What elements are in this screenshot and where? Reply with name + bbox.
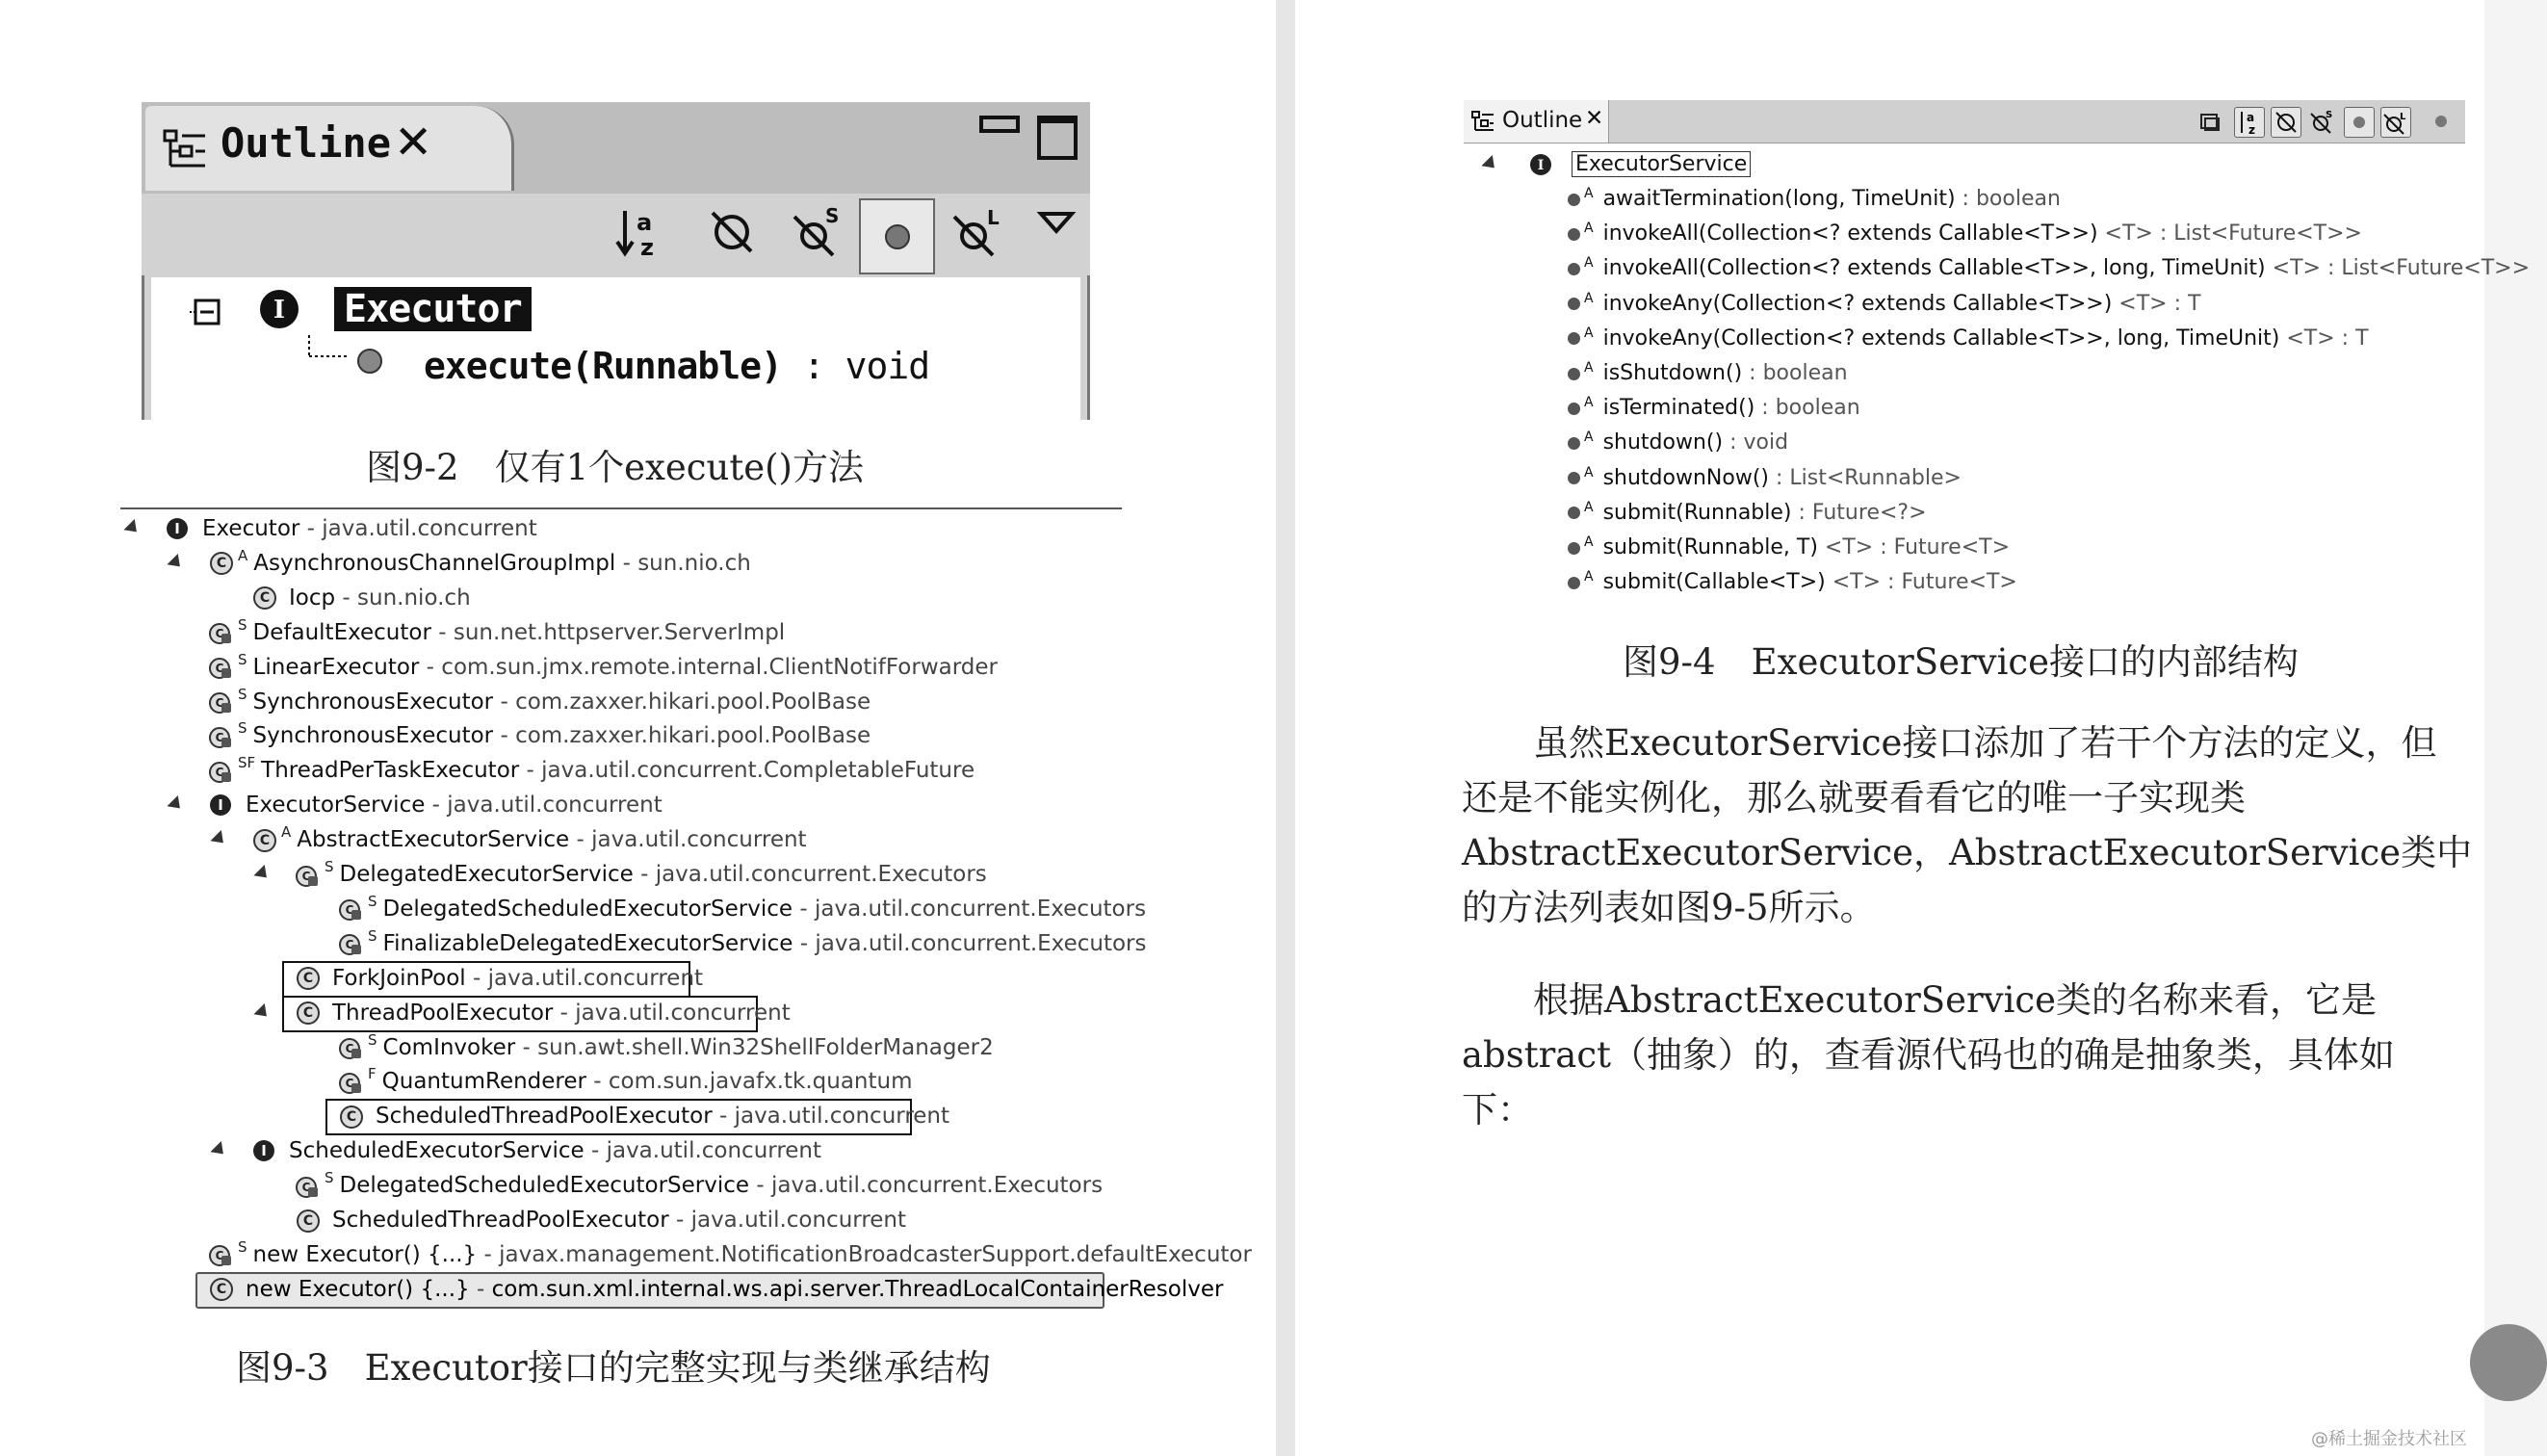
name-separator: -	[793, 930, 816, 956]
type-name: ScheduledExecutorService	[289, 1138, 585, 1164]
hierarchy-row[interactable]	[250, 1133, 821, 1168]
figure-9-3-type-hierarchy	[120, 507, 1252, 1314]
text-line: 的方法列表如图9-5所示。	[1462, 887, 1876, 928]
package-name: java.util.concurrent.CompletableFuture	[541, 758, 975, 784]
figure-9-4-outline-view	[1464, 100, 2531, 601]
package-name: com.sun.javafx.tk.quantum	[608, 1069, 913, 1095]
name-separator: -	[633, 862, 656, 887]
method-row[interactable]	[1568, 182, 2061, 217]
package-name: java.util.concurrent	[487, 965, 704, 991]
type-name: Executor	[202, 516, 300, 541]
interface-icon	[207, 792, 236, 820]
modifier-badge: S	[325, 858, 334, 875]
generic-params: <T>	[2279, 325, 2335, 351]
hierarchy-row[interactable]	[207, 1237, 1252, 1272]
hide-fields-icon[interactable]	[703, 203, 761, 261]
name-separator: -	[335, 585, 358, 611]
collapse-all-icon[interactable]	[2196, 107, 2224, 136]
outline-tab[interactable]	[1464, 100, 1609, 143]
type-name: DelegatedExecutorService	[339, 862, 634, 887]
expand-arrow-icon[interactable]	[123, 519, 142, 537]
method-return-type: : List<Future<T>>	[2152, 221, 2362, 247]
class-icon	[337, 1103, 366, 1131]
method-row[interactable]	[1568, 251, 2530, 286]
hierarchy-row[interactable]	[294, 1168, 1103, 1203]
class-icon	[207, 1275, 236, 1304]
figure-9-3-caption: 图9-3 Executor接口的完整实现与类继承结构	[236, 1347, 991, 1389]
expand-arrow-icon[interactable]	[1481, 155, 1499, 173]
method-signature: isTerminated()	[1602, 396, 1755, 421]
figure-9-4-caption: 图9-4 ExecutorService接口的内部结构	[1623, 641, 2300, 683]
package-name: sun.awt.shell.Win32ShellFolderManager2	[537, 1034, 994, 1060]
generic-params: <T>	[2265, 256, 2321, 281]
package-name: java.util.concurrent	[690, 1208, 907, 1233]
static-class-icon	[337, 1068, 366, 1097]
modifier-badge: S	[238, 719, 247, 738]
class-icon	[294, 1207, 323, 1235]
name-separator: -	[469, 1276, 492, 1302]
abstract-marker: A	[1584, 325, 1594, 341]
method-row[interactable]	[1568, 356, 1848, 391]
hierarchy-row[interactable]	[207, 546, 751, 581]
package-name: sun.nio.ch	[637, 550, 751, 576]
text-line: AbstractExecutorService，AbstractExecutorService类中	[1462, 832, 2473, 873]
static-class-icon	[294, 1172, 323, 1201]
method-return-type: : Future<?>	[1791, 500, 1927, 525]
method-return-type: : Future<T>	[1881, 570, 2017, 595]
package-name: java.util.concurrent	[606, 1138, 822, 1164]
figure-9-2-caption: 图9-2 仅有1个execute()方法	[366, 447, 864, 488]
name-separator: -	[430, 619, 454, 645]
package-name: javax.management.NotificationBroadcasterSupport.defaultExecutor	[499, 1241, 1252, 1267]
outline-tab[interactable]	[145, 106, 514, 191]
method-return-type: : Future<T>	[1873, 535, 2011, 559]
svg-text:S: S	[2326, 110, 2333, 120]
execute-method[interactable]	[424, 345, 929, 387]
generic-params: <T>	[1817, 535, 1874, 559]
method-return-type: : T	[2334, 325, 2369, 351]
package-name: sun.net.httpserver.ServerImpl	[453, 619, 786, 645]
public-method-icon	[1568, 472, 1580, 484]
hierarchy-row[interactable]	[294, 1203, 906, 1237]
name-separator: -	[615, 550, 638, 576]
abstract-class-icon	[207, 549, 236, 578]
static-class-icon	[207, 757, 236, 786]
type-name: ScheduledThreadPoolExecutor	[332, 1208, 669, 1233]
outline-tab-title: Outline	[221, 119, 392, 167]
type-name: Iocp	[289, 585, 336, 611]
figure-9-2-outline-view	[142, 102, 1090, 420]
type-name: FinalizableDelegatedExecutorService	[382, 930, 793, 956]
name-separator: -	[493, 723, 516, 749]
abstract-marker: A	[1584, 186, 1594, 201]
hierarchy-row[interactable]	[337, 1099, 949, 1133]
root-type-label: ExecutorService	[1572, 151, 1751, 177]
text-line: 虽然ExecutorService接口添加了若干个方法的定义，但	[1462, 722, 2437, 764]
method-signature: shutdown()	[1602, 430, 1724, 455]
method-signature: invokeAll(Collection<? extends Callable<T>>, long, TimeUnit)	[1602, 256, 2266, 281]
text-line: 还是不能实例化，那么就要看看它的唯一子实现类	[1462, 777, 2246, 819]
hierarchy-row[interactable]	[207, 753, 975, 788]
abstract-marker: A	[1584, 255, 1594, 272]
type-name: AsynchronousChannelGroupImpl	[253, 550, 616, 576]
hierarchy-row[interactable]	[207, 1272, 1223, 1307]
generic-params: <T>	[2112, 291, 2168, 316]
public-method-icon	[1568, 577, 1580, 589]
hierarchy-row[interactable]	[164, 511, 537, 546]
modifier-badge: SF	[238, 754, 256, 772]
hide-non-public-icon[interactable]	[2344, 107, 2375, 138]
method-signature: submit(Runnable)	[1602, 500, 1792, 525]
method-return-type: : List<Runnable>	[1769, 465, 1962, 490]
package-name: java.util.concurrent	[734, 1104, 950, 1130]
type-name: ScheduledThreadPoolExecutor	[376, 1104, 713, 1130]
abstract-class-icon	[250, 826, 279, 855]
public-method-icon	[1568, 368, 1580, 380]
package-name: com.sun.xml.internal.ws.api.server.ThreadLocalContainerResolver	[491, 1276, 1224, 1302]
generic-params: <T>	[1825, 570, 1882, 595]
paragraph-2	[1462, 973, 2395, 1137]
type-name: DefaultExecutor	[252, 619, 431, 645]
public-method-icon	[1568, 298, 1580, 310]
expand-arrow-icon[interactable]	[210, 830, 228, 848]
name-separator: -	[585, 1069, 609, 1095]
executor-service-node[interactable]	[1483, 147, 1751, 182]
static-class-icon	[337, 1033, 366, 1062]
method-signature: isShutdown()	[1602, 361, 1743, 385]
hide-local-types-icon[interactable]	[949, 203, 1006, 261]
maximize-icon[interactable]	[1037, 116, 1078, 160]
method-row[interactable]	[1568, 322, 2369, 356]
package-name: com.sun.jmx.remote.internal.ClientNotifForwarder	[441, 654, 998, 680]
name-separator: -	[477, 1241, 500, 1267]
modifier-badge: A	[281, 823, 292, 842]
name-separator: -	[569, 827, 592, 853]
hierarchy-row[interactable]	[250, 581, 471, 615]
modifier-badge: S	[368, 1030, 377, 1049]
name-separator: -	[749, 1173, 771, 1199]
method-signature: execute(Runnable)	[424, 345, 782, 387]
package-name: java.util.concurrent	[447, 793, 663, 819]
sort-az-icon[interactable]	[2234, 107, 2265, 138]
package-name: java.util.concurrent.Executors	[814, 896, 1147, 922]
method-row[interactable]	[1568, 426, 1788, 460]
expand-arrow-icon[interactable]	[253, 1003, 272, 1022]
package-name: sun.nio.ch	[357, 585, 471, 611]
modifier-badge: S	[238, 1237, 247, 1256]
class-icon	[294, 999, 323, 1027]
hierarchy-row[interactable]	[207, 788, 663, 822]
name-separator: -	[493, 689, 516, 715]
method-row[interactable]	[1568, 565, 2017, 600]
package-name: java.util.concurrent.Executors	[655, 862, 987, 887]
hierarchy-row[interactable]	[250, 822, 807, 857]
interface-icon	[250, 1137, 279, 1166]
static-class-icon	[207, 688, 236, 716]
interface-icon	[1528, 152, 1553, 177]
type-name: AbstractExecutorService	[297, 827, 570, 853]
abstract-marker: A	[1584, 464, 1594, 481]
method-signature: invokeAny(Collection<? extends Callable<T>>)	[1602, 291, 2113, 316]
name-separator: -	[584, 1138, 607, 1164]
hide-local-types-icon[interactable]	[2380, 107, 2411, 138]
type-name: LinearExecutor	[252, 654, 420, 680]
method-return-type: : void	[1723, 430, 1789, 455]
class-icon	[294, 964, 323, 993]
text-line: 根据AbstractExecutorService类的名称来看，它是	[1462, 979, 2378, 1021]
view-menu-icon[interactable]	[2427, 107, 2456, 136]
name-separator: -	[553, 1000, 576, 1026]
package-name: java.util.concurrent.Executors	[815, 930, 1147, 956]
name-separator: -	[712, 1104, 735, 1130]
package-name: com.zaxxer.hikari.pool.PoolBase	[515, 723, 871, 749]
expand-arrow-icon[interactable]	[210, 1141, 228, 1159]
svg-text:z: z	[640, 234, 654, 261]
hierarchy-row[interactable]	[207, 685, 871, 719]
name-separator: -	[425, 793, 448, 819]
public-method-icon	[353, 345, 386, 377]
static-class-icon	[337, 929, 366, 958]
method-return-type: : void	[781, 345, 930, 387]
type-name: ComInvoker	[382, 1034, 516, 1060]
method-row[interactable]	[1568, 496, 1927, 531]
name-separator: -	[519, 758, 542, 784]
modifier-badge: S	[238, 615, 247, 634]
hierarchy-row[interactable]	[207, 615, 785, 650]
svg-text:I: I	[273, 296, 286, 325]
interface-icon	[164, 515, 193, 544]
static-class-icon	[207, 653, 236, 682]
type-name: ForkJoinPool	[332, 965, 466, 991]
interface-icon	[257, 287, 301, 331]
abstract-marker: A	[1584, 395, 1594, 411]
type-name: ThreadPerTaskExecutor	[261, 758, 520, 784]
method-signature: invokeAny(Collection<? extends Callable<T>>, long, TimeUnit)	[1602, 325, 2280, 351]
static-class-icon	[207, 1240, 236, 1269]
svg-text:z: z	[2248, 123, 2255, 137]
static-class-icon	[207, 722, 236, 751]
modifier-badge: S	[368, 926, 377, 945]
hierarchy-row[interactable]	[337, 1030, 994, 1065]
collapse-icon[interactable]	[190, 295, 224, 329]
public-method-icon	[1568, 507, 1580, 519]
watermark: @稀土掘金技术社区	[2311, 1429, 2467, 1449]
name-separator: -	[419, 654, 442, 680]
public-method-icon	[1568, 403, 1580, 415]
package-name: java.util.concurrent.Executors	[770, 1173, 1104, 1199]
public-method-icon	[1568, 542, 1580, 555]
modifier-badge: S	[325, 1169, 334, 1187]
package-name: com.zaxxer.hikari.pool.PoolBase	[515, 689, 871, 715]
minimize-icon[interactable]	[979, 116, 1020, 133]
static-class-icon	[337, 895, 366, 923]
public-method-icon	[1568, 228, 1580, 241]
svg-text:S: S	[825, 204, 840, 227]
hide-non-public-button[interactable]	[859, 198, 935, 274]
package-name: java.util.concurrent	[591, 827, 807, 853]
hierarchy-row[interactable]	[207, 650, 998, 685]
method-signature: awaitTermination(long, TimeUnit)	[1602, 187, 1956, 211]
public-method-icon	[1568, 194, 1580, 206]
text-line: 下：	[1462, 1089, 1533, 1131]
abstract-marker: A	[1584, 499, 1594, 515]
outline-tab-title: Outline	[1502, 108, 1583, 133]
type-name: ExecutorService	[246, 793, 426, 819]
expand-arrow-icon[interactable]	[253, 865, 272, 883]
sort-az-icon[interactable]	[613, 203, 671, 261]
public-method-icon	[1568, 437, 1580, 450]
hierarchy-row[interactable]	[294, 961, 703, 996]
executor-node[interactable]: Executor	[334, 287, 532, 331]
type-name: SynchronousExecutor	[252, 689, 494, 715]
abstract-marker: A	[1584, 360, 1594, 376]
public-members-icon	[878, 218, 917, 256]
abstract-marker: A	[1584, 290, 1594, 306]
method-row[interactable]	[1568, 531, 2010, 565]
name-separator: -	[515, 1034, 538, 1060]
hierarchy-top-border	[120, 507, 1122, 509]
expand-arrow-icon[interactable]	[167, 554, 185, 572]
close-icon[interactable]: ✕	[1585, 106, 1604, 131]
outline-icon	[163, 127, 207, 171]
svg-text:I: I	[1537, 158, 1545, 173]
static-class-icon	[294, 861, 323, 890]
paragraph-1	[1462, 715, 2472, 935]
close-icon[interactable]: ✕	[394, 116, 433, 169]
method-signature: invokeAll(Collection<? extends Callable<T>>)	[1602, 221, 2098, 247]
hierarchy-row[interactable]	[337, 1064, 913, 1099]
method-return-type: : boolean	[1754, 396, 1860, 421]
static-class-icon	[207, 618, 236, 647]
outline-tree	[151, 277, 1080, 422]
type-name: new Executor() {...}	[246, 1276, 470, 1302]
svg-text:L: L	[2400, 112, 2406, 122]
abstract-marker: A	[1584, 569, 1594, 585]
name-separator: -	[668, 1208, 691, 1233]
modifier-badge: S	[238, 650, 247, 668]
name-separator: -	[299, 516, 323, 541]
hierarchy-row[interactable]	[337, 926, 1147, 961]
method-row[interactable]	[1568, 461, 1962, 496]
svg-text:a: a	[637, 209, 653, 236]
view-menu-icon[interactable]	[1037, 206, 1076, 245]
type-name: DelegatedScheduledExecutorService	[339, 1173, 750, 1199]
abstract-marker: A	[1584, 429, 1594, 446]
modifier-badge: S	[368, 892, 377, 910]
type-name: QuantumRenderer	[381, 1069, 586, 1095]
public-method-icon	[1568, 332, 1580, 345]
outline-icon	[1471, 110, 1494, 133]
modifier-badge: F	[368, 1065, 377, 1083]
type-name: SynchronousExecutor	[252, 723, 494, 749]
method-signature: shutdownNow()	[1602, 465, 1769, 490]
method-signature: submit(Runnable, T)	[1602, 535, 1818, 559]
method-row[interactable]	[1568, 287, 2200, 322]
method-return-type: : List<Future<T>>	[2320, 256, 2531, 281]
hierarchy-row[interactable]	[207, 718, 871, 753]
method-signature: submit(Callable<T>)	[1602, 570, 1826, 595]
name-separator: -	[793, 896, 815, 922]
type-name: ThreadPoolExecutor	[332, 1000, 554, 1026]
page-gutter	[1276, 0, 1295, 1456]
generic-params: <T>	[2097, 221, 2153, 247]
svg-text:L: L	[987, 206, 1000, 229]
hierarchy-row[interactable]	[294, 996, 791, 1030]
hide-static-icon[interactable]	[787, 203, 845, 261]
text-line: abstract（抽象）的，查看源代码也的确是抽象类，具体如	[1462, 1034, 2395, 1076]
method-return-type: : boolean	[1742, 361, 1848, 385]
hide-static-icon[interactable]	[2307, 107, 2336, 136]
modifier-badge: A	[238, 546, 248, 564]
method-return-type: : T	[2167, 291, 2201, 316]
modifier-badge: S	[238, 685, 247, 703]
svg-text:a: a	[2247, 111, 2255, 124]
abstract-marker: A	[1584, 221, 1594, 237]
name-separator: -	[465, 965, 488, 991]
hierarchy-row[interactable]	[294, 857, 987, 892]
package-name: java.util.concurrent	[322, 516, 537, 541]
public-method-icon	[1568, 263, 1580, 275]
method-return-type: : boolean	[1955, 187, 2061, 211]
type-name: new Executor() {...}	[252, 1241, 478, 1267]
hierarchy-row[interactable]	[337, 892, 1146, 926]
method-row[interactable]	[1568, 391, 1860, 426]
class-icon	[250, 584, 279, 612]
floating-action-button[interactable]	[2470, 1324, 2547, 1401]
type-name: DelegatedScheduledExecutorService	[382, 896, 793, 922]
method-row[interactable]	[1568, 217, 2362, 251]
hide-fields-icon[interactable]	[2271, 107, 2301, 138]
expand-arrow-icon[interactable]	[167, 795, 185, 814]
package-name: java.util.concurrent	[575, 1000, 791, 1026]
abstract-marker: A	[1584, 534, 1594, 550]
